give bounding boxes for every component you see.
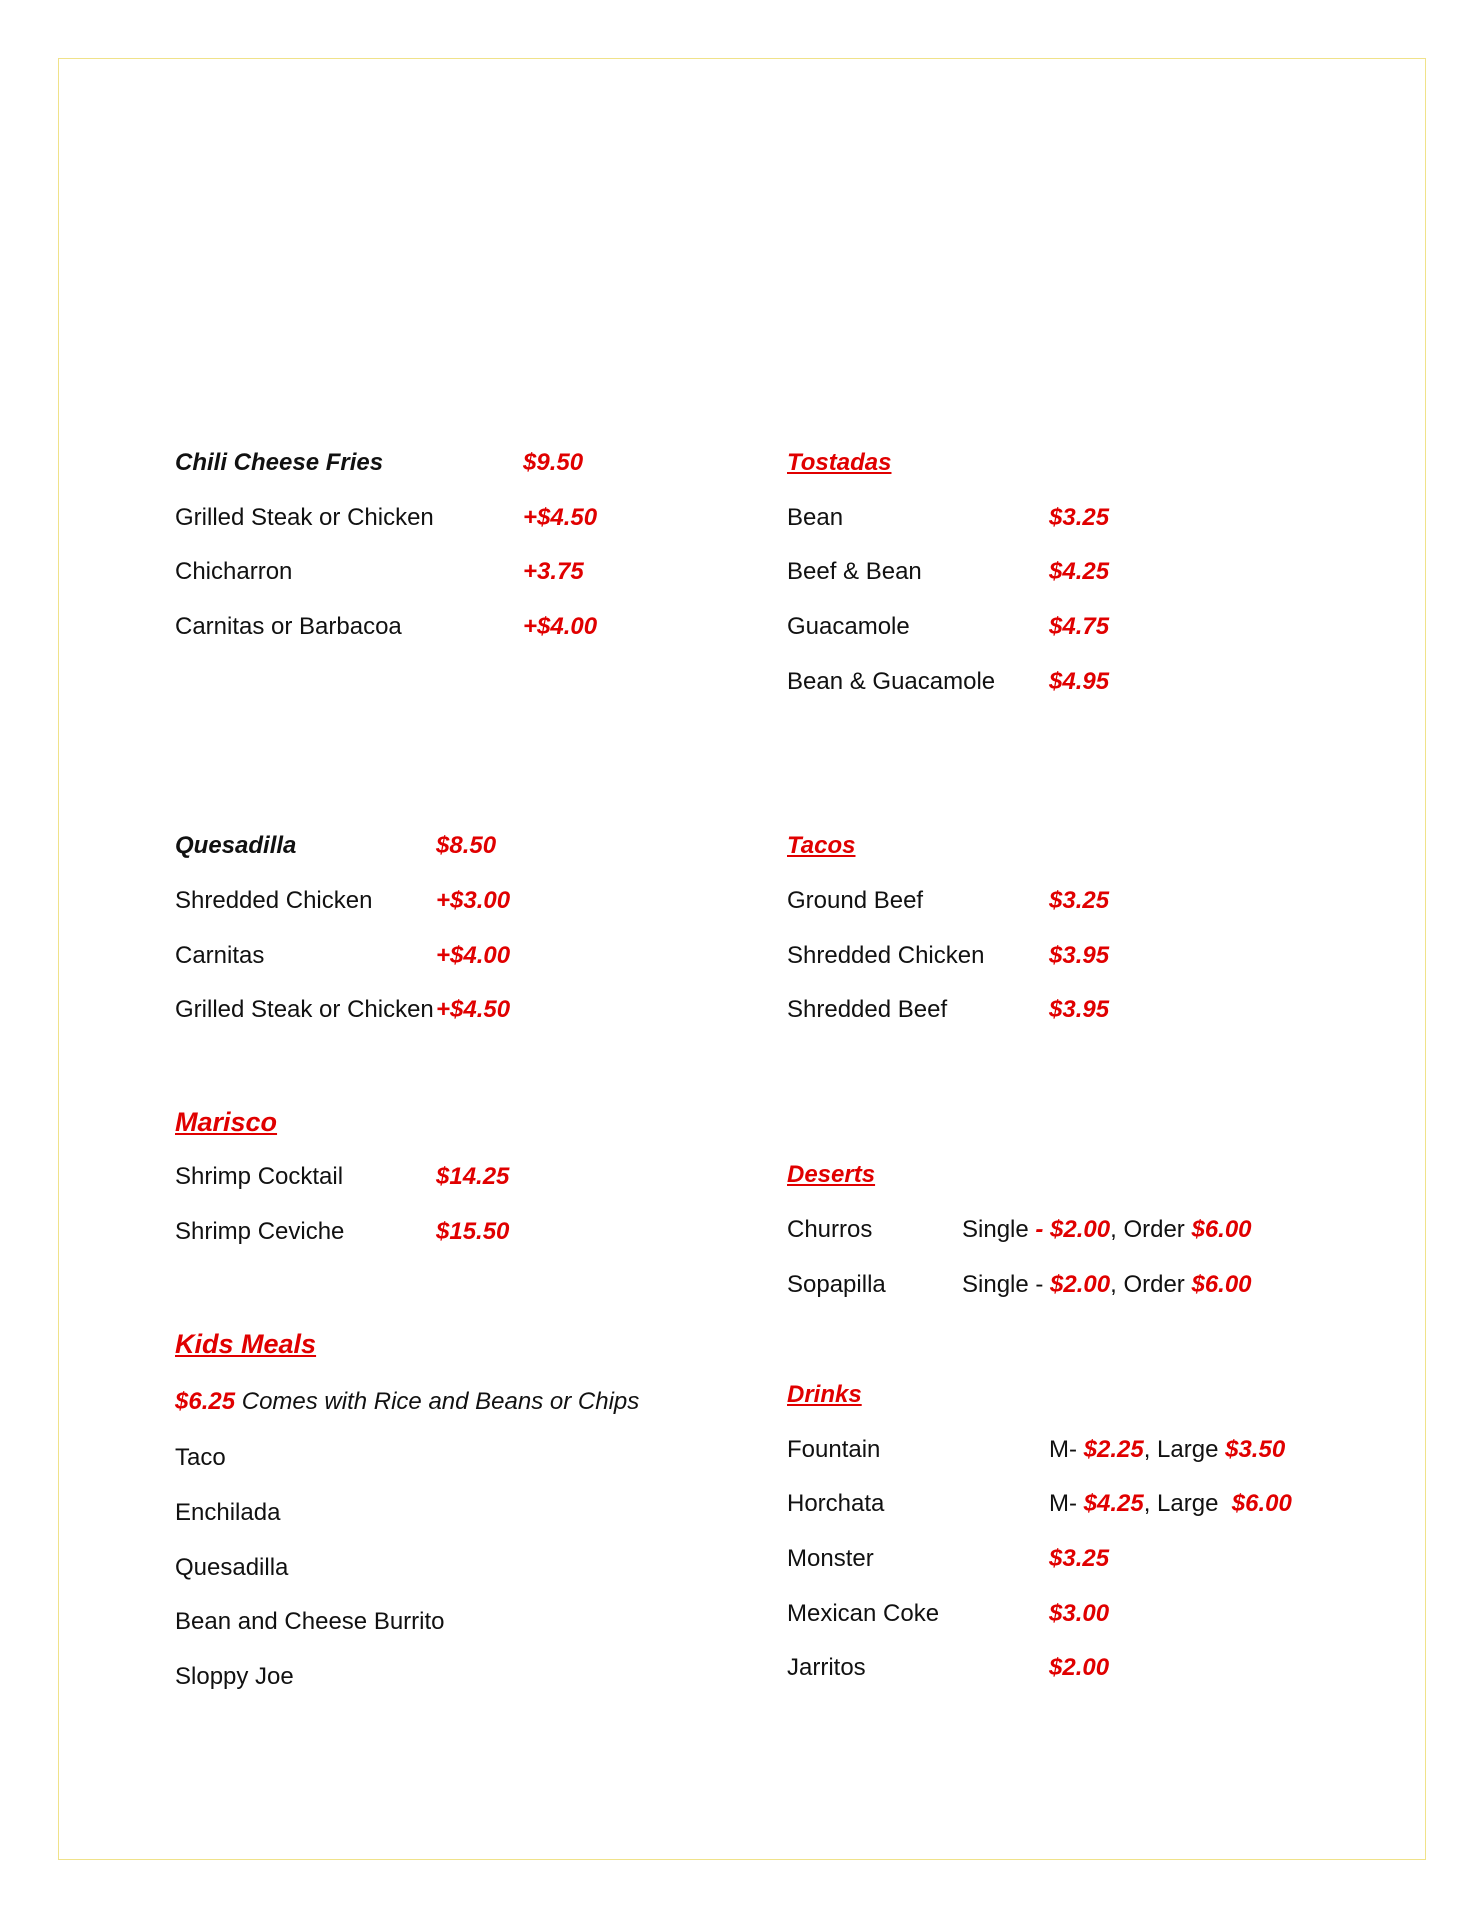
tostadas-title: Tostadas [787, 449, 892, 476]
drinks-item-prices: M- $4.25, Large $6.00 [1049, 1490, 1292, 1517]
tacos-item-name: Ground Beef [787, 887, 924, 914]
chili-item-name: Grilled Steak or Chicken [175, 504, 434, 531]
kids-item: Taco [175, 1444, 226, 1471]
chili-item-name: Carnitas or Barbacoa [175, 613, 402, 640]
drinks-item-price: $3.00 [1049, 1600, 1110, 1627]
quesadilla-item-price: +$3.00 [436, 887, 511, 914]
marisco-item-price: $14.25 [436, 1163, 510, 1190]
kids-title: Kids Meals [175, 1329, 317, 1359]
chili-title: Chili Cheese Fries [175, 449, 384, 476]
quesadilla-item-name: Shredded Chicken [175, 887, 373, 914]
tostadas-item-name: Bean [787, 504, 844, 531]
quesadilla-item-price: +$4.00 [436, 942, 511, 969]
drinks-item-name: Monster [787, 1545, 874, 1572]
drinks-item-name: Fountain [787, 1436, 881, 1463]
chili-item-price: +3.75 [523, 558, 584, 585]
drinks-item-name: Horchata [787, 1490, 885, 1517]
tostadas-item-price: $4.95 [1049, 668, 1110, 695]
tostadas-item-price: $4.25 [1049, 558, 1110, 585]
tostadas-item-name: Guacamole [787, 613, 910, 640]
deserts-item-name: Churros [787, 1216, 873, 1243]
tostadas-item-name: Bean & Guacamole [787, 668, 996, 695]
quesadilla-item-name: Carnitas [175, 942, 265, 969]
tacos-item-price: $3.25 [1049, 887, 1110, 914]
kids-item: Quesadilla [175, 1554, 289, 1581]
deserts-title: Deserts [787, 1161, 876, 1188]
quesadilla-title: Quesadilla [175, 832, 297, 859]
marisco-title: Marisco [175, 1107, 278, 1137]
tacos-item-name: Shredded Chicken [787, 942, 985, 969]
marisco-item-name: Shrimp Cocktail [175, 1163, 344, 1190]
chili-item-name: Chicharron [175, 558, 293, 585]
kids-item: Bean and Cheese Burrito [175, 1608, 445, 1635]
kids-item: Enchilada [175, 1499, 281, 1526]
quesadilla-item-price: +$4.50 [436, 996, 511, 1023]
kids-note: $6.25 Comes with Rice and Beans or Chips [175, 1388, 640, 1415]
deserts-item-prices: Single - $2.00, Order $6.00 [962, 1271, 1252, 1298]
tostadas-item-name: Beef & Bean [787, 558, 922, 585]
tostadas-item-price: $3.25 [1049, 504, 1110, 531]
drinks-item-price: $3.25 [1049, 1545, 1110, 1572]
tacos-item-price: $3.95 [1049, 996, 1110, 1023]
tacos-title: Tacos [787, 832, 856, 859]
drinks-item-price: $2.00 [1049, 1654, 1110, 1681]
quesadilla-price: $8.50 [436, 832, 497, 859]
tostadas-item-price: $4.75 [1049, 613, 1110, 640]
chili-item-price: +$4.00 [523, 613, 598, 640]
quesadilla-item-name: Grilled Steak or Chicken [175, 996, 434, 1023]
chili-price: $9.50 [523, 449, 584, 476]
tacos-item-price: $3.95 [1049, 942, 1110, 969]
drinks-title: Drinks [787, 1381, 862, 1408]
drinks-item-name: Mexican Coke [787, 1600, 940, 1627]
drinks-item-name: Jarritos [787, 1654, 866, 1681]
kids-item: Sloppy Joe [175, 1663, 294, 1690]
marisco-item-name: Shrimp Ceviche [175, 1218, 345, 1245]
chili-item-price: +$4.50 [523, 504, 598, 531]
drinks-item-prices: M- $2.25, Large $3.50 [1049, 1436, 1286, 1463]
tacos-item-name: Shredded Beef [787, 996, 948, 1023]
deserts-item-name: Sopapilla [787, 1271, 886, 1298]
deserts-item-prices: Single - $2.00, Order $6.00 [962, 1216, 1252, 1243]
marisco-item-price: $15.50 [436, 1218, 510, 1245]
